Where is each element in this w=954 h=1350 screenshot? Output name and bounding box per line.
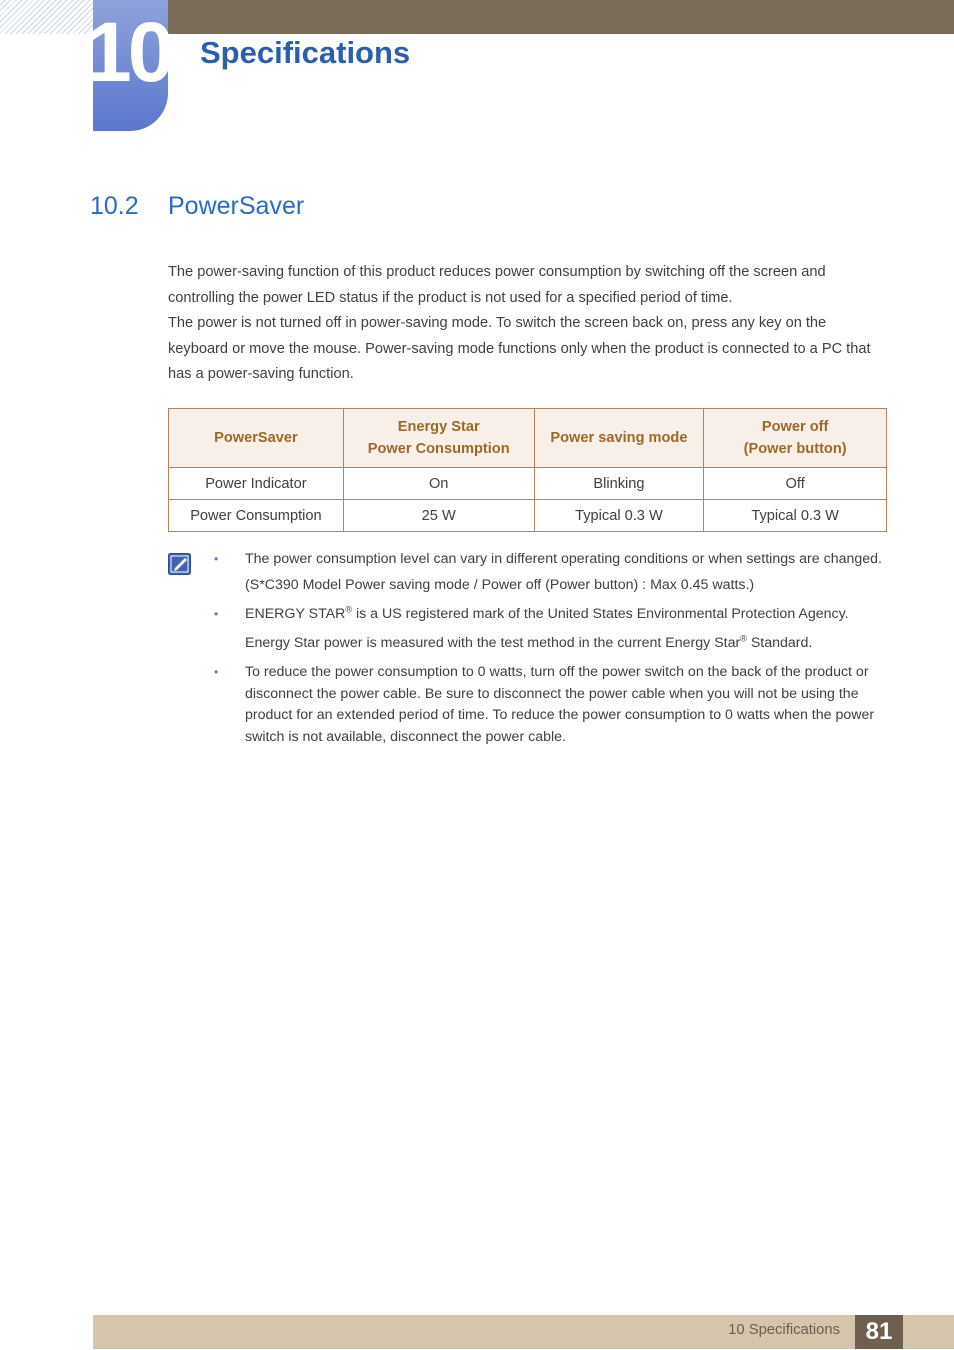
header-hatch-pattern [0,0,93,34]
list-item [210,604,888,626]
intro-paragraph-2: The power is not turned off in power-saving mode. To switch the screen back on, press any key on the keyboard or move the mouse. Power-saving mode functions only when the product is connected to a PC that has a power-saving function. [168,315,871,382]
table-cell: Power Consumption [169,500,344,532]
list-item [210,549,888,571]
note-subtext: (S*C390 Model Power saving mode / Power off (Power button) : Max 0.45 watts.) [245,576,755,593]
table-cell: Power Indicator [169,468,344,500]
table-header-row [169,409,887,468]
page-number: 81 [855,1315,903,1349]
bullet-icon: • [214,607,219,621]
header-bar [168,0,954,34]
note-subtext: Energy Star power is measured with the test method in the current Energy Star® Standard. [245,632,813,651]
note-text: To reduce the power consumption to 0 watts, turn off the power switch on the back of the product or disconnect the power cable. Be sure to disconnect the power cable when you will not be using the product for an extended period of time. To reduce the power consumption to 0 watts when the power switch is not available, disconnect the power cable. [245,664,875,745]
list-item [210,662,888,748]
header-power-off: Power off (Power button) [704,409,887,468]
intro-text [168,260,886,388]
table-cell: Typical 0.3 W [534,500,704,532]
note-text: ENERGY STAR® is a US registered mark of the United States Environmental Protection Agency. [245,604,849,622]
section-heading [90,192,304,221]
header-energy-star: Energy Star Power Consumption [343,409,534,468]
table-row [169,468,887,500]
intro-paragraph-1: The power-saving function of this product reduces power consumption by switching off the screen and controlling the power LED status if the product is not used for a specified period of time. [168,264,826,306]
section-title: PowerSaver [168,192,305,220]
header-power-saving-mode: Power saving mode [534,409,704,468]
section-number: 10.2 [90,192,139,220]
notes-list [210,549,888,748]
chapter-number-block [85,0,171,131]
bullet-icon: • [214,552,219,566]
table-cell: Off [704,468,887,500]
chapter-number: 10 [85,5,171,99]
footer-chapter-label: 10 Specifications [728,1322,840,1338]
note-pencil-icon [168,553,191,575]
table-cell: 25 W [343,500,534,532]
powersaver-table [168,408,887,532]
bullet-icon: • [214,665,219,679]
header-powersaver: PowerSaver [169,409,344,468]
chapter-title: Specifications [200,35,411,70]
table-cell: Blinking [534,468,704,500]
table-row [169,500,887,532]
table-cell: Typical 0.3 W [704,500,887,532]
note-text: The power consumption level can vary in different operating conditions or when settings are changed. [245,551,882,567]
table-cell: On [343,468,534,500]
